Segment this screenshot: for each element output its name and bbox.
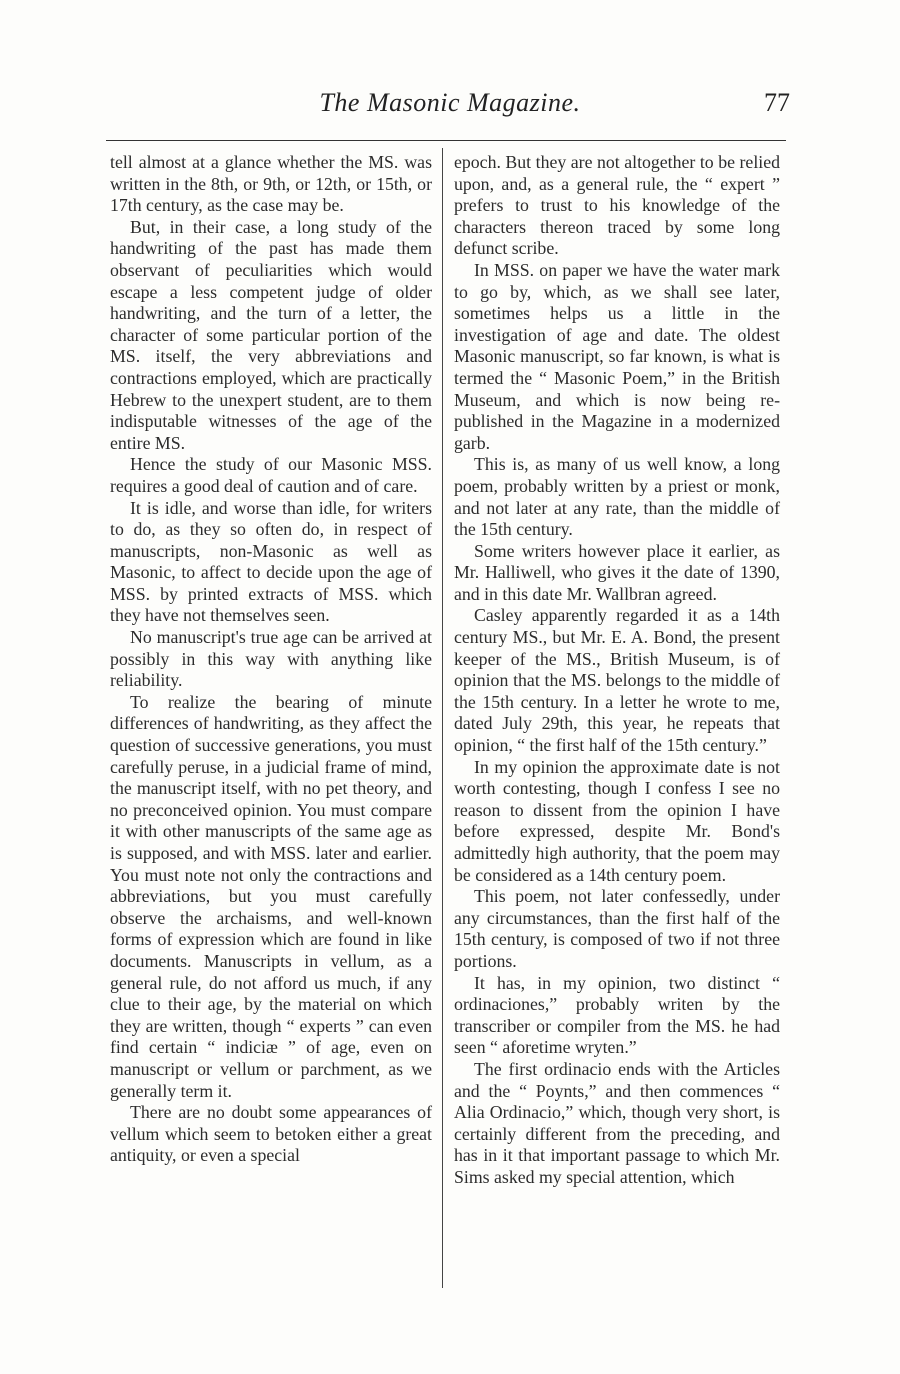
paragraph: The first ordinacio ends with the Articles and the “ Poynts,” and then commences “ Alia Ordinacio,” which, though very short, is certainly different from the preceding, and has in it that important passage to which Mr. Sims asked my special attention, which bbox=[454, 1058, 780, 1187]
paragraph: It has, in my opinion, two distinct “ ordinaciones,” probably writen by the transcriber or compiler from the MS. he had seen “ aforetime wryten.” bbox=[454, 972, 780, 1058]
paragraph: Hence the study of our Masonic MSS. requires a good deal of caution and of care. bbox=[110, 454, 432, 496]
magazine-title: The Masonic Magazine. bbox=[319, 88, 581, 117]
paragraph: Casley apparently regarded it as a 14th century MS., but Mr. E. A. Bond, the present keeper of the MS., British Museum, is of opinion that the MS. belongs to the middle of the 15th century. In a letter he wrote to me, dated July 29th, this year, he repeats that opinion, “ the first half of the 15th century.” bbox=[454, 605, 780, 756]
left-column bbox=[110, 152, 432, 1167]
paragraph: In MSS. on paper we have the water mark to go by, which, as we shall see later, sometimes helps us a little in the investigation of age and date. The oldest Masonic manuscript, so far known, is what is termed the “ Masonic Poem,” in the British Museum, and which is now being re-published in the Magazine in a modernized garb. bbox=[454, 259, 780, 453]
paragraph: No manuscript's true age can be arrived at possibly in this way with anything like reliability. bbox=[110, 627, 432, 691]
paragraph: This poem, not later confessedly, under any circumstances, than the first half of the 15th century, is composed of two if not three portions. bbox=[454, 886, 780, 971]
paragraph: This is, as many of us well know, a long poem, probably written by a priest or monk, and not later at any rate, than the middle of the 15th century. bbox=[454, 454, 780, 540]
right-column bbox=[454, 152, 780, 1189]
paragraph: There are no doubt some appearances of vellum which seem to betoken either a great antiquity, or even a special bbox=[110, 1102, 432, 1166]
paragraph: epoch. But they are not altogether to be relied upon, and, as a general rule, the “ expert ” prefers to trust to his knowledge of the characters thereon traced by some long defunct scribe. bbox=[454, 152, 780, 259]
paragraph: But, in their case, a long study of the handwriting of the past has made them observant of peculiarities which would escape a less competent judge of older handwriting, and the turn of a letter, the character of some particular portion of the MS. itself, the very abbreviations and contractions employed, which are practically Hebrew to the unexpert student, are to them indisputable witnesses of the age of the entire MS. bbox=[110, 216, 432, 453]
paragraph: In my opinion the approximate date is not worth contesting, though I confess I see no reason to dissent from the opinion I have before expressed, despite Mr. Bond's admittedly high authority, that the poem may be considered as a 14th century poem. bbox=[454, 756, 780, 885]
paragraph: It is idle, and worse than idle, for writers to do, as they so often do, in respect of manuscripts, non-Masonic as well as Masonic, to affect to decide upon the age of MSS. by printed extracts of MSS. which they have not themselves seen. bbox=[110, 497, 432, 626]
header-rule bbox=[106, 140, 786, 141]
paragraph: To realize the bearing of minute differences of handwriting, as they affect the question of successive generations, you must carefully peruse, in a judicial frame of mind, the manuscript itself, with no pet theory, and no preconceived opinion. You must compare it with other manuscripts of the same age as is supposed, and with MSS. later and earlier. You must note not only the contractions and abbreviations, but you must carefully observe the archaisms, and well-known forms of expression which are found in like documents. Manuscripts in vellum, as a general rule, do not afford us much, if any clue to their age, by the material on which they are written, though “ experts ” can even find certain “ indiciæ ” of age, even on manuscript or vellum or parchment, as we generally term it. bbox=[110, 691, 432, 1101]
paragraph: Some writers however place it earlier, as Mr. Halliwell, who gives it the date of 1390, and in this date Mr. Wallbran agreed. bbox=[454, 540, 780, 604]
page-number: 77 bbox=[764, 88, 790, 117]
paragraph: tell almost at a glance whether the MS. was written in the 8th, or 9th, or 12th, or 15th, or 17th century, as the case may be. bbox=[110, 152, 432, 216]
column-divider bbox=[442, 148, 443, 1288]
running-header bbox=[110, 88, 790, 128]
